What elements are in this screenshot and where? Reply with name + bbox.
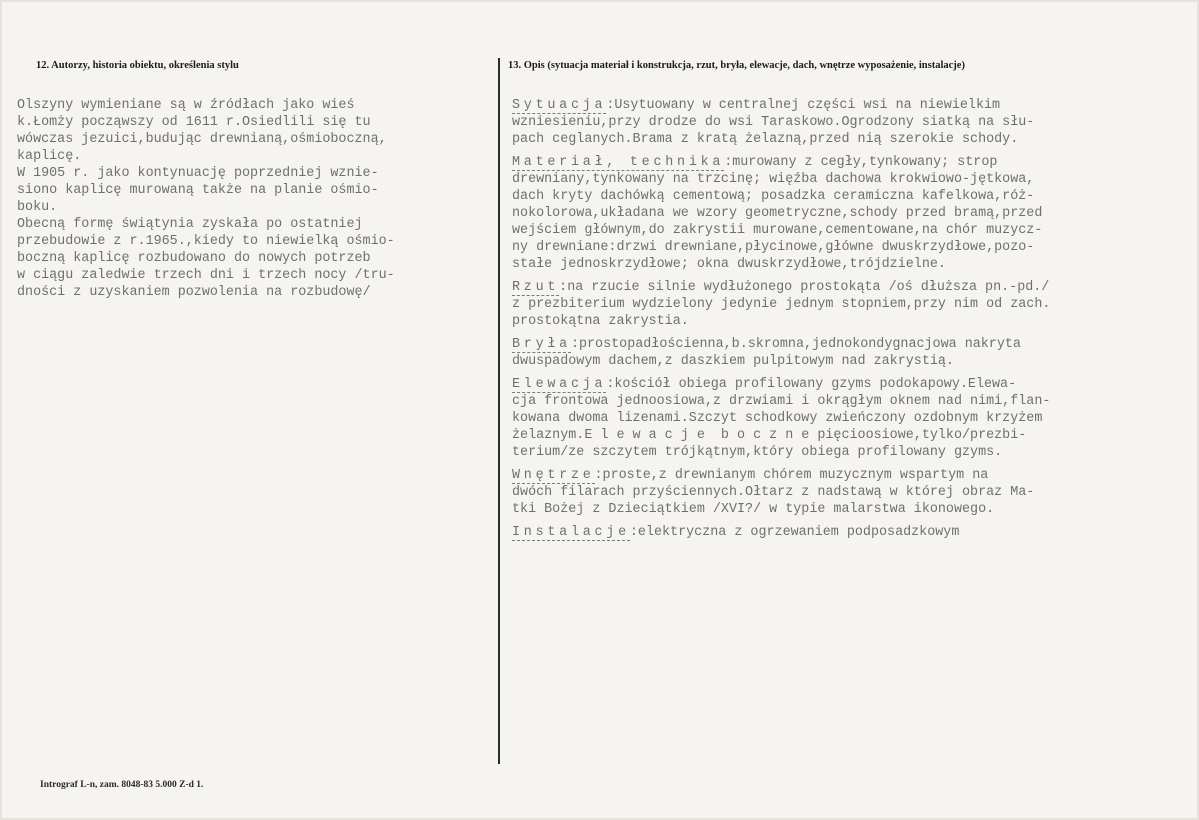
section-text: :prostopadłościenna,b.skromna,jednokondygnacjowa nakryta (570, 337, 1021, 352)
section-line: terium/ze szczytem trójkątnym,który obiega profilowany gzyms. (512, 445, 1003, 460)
section-text: :na rzucie silnie wydłużonego prostokąta /oś dłuższa pn.-pd./ (559, 280, 1050, 295)
header-left: 12. Autorzy, historia obiektu, określenia stylu (36, 60, 239, 71)
section-text: :elektryczna z ogrzewaniem podposadzkowym (629, 525, 960, 540)
section-line: cja frontowa jednoosiowa,z drzwiami i okrągłym oknem nad nimi,flan- (512, 394, 1051, 409)
section-line: prostokątna zakrystia. (512, 314, 689, 329)
section-line: wejściem głównym,do zakrystii murowane,cementowane,na chór muzycz- (512, 223, 1043, 238)
section-label: Instalacje (512, 525, 630, 540)
history-line: boku. (17, 200, 58, 215)
section-line: ny drewniane:drzwi drewniane,płycinowe,główne dwuskrzydłowe,pozo- (512, 240, 1035, 255)
history-line: kaplicę. (17, 149, 82, 164)
history-line: Olszyny wymieniane są w źródłach jako wieś (17, 98, 355, 113)
section-wnętrze (512, 467, 1050, 518)
section-line: kowana dwoma lizenami.Szczyt schodkowy zwieńczony ozdobnym krzyżem (512, 411, 1043, 426)
section-text: :kościół obiega profilowany gzyms podokapowy.Elewa- (606, 377, 1017, 392)
section-line: z prezbiterium wydzielony jedynie jednym stopniem,przy nim od zach. (512, 297, 1051, 312)
history-line: siono kaplicę murowaną także na planie ośmio- (17, 183, 379, 198)
section-text: :murowany z cegły,tynkowany; strop (724, 155, 998, 170)
section-line: żelaznym.E l e w a c j e b o c z n e pięcioosiowe,tylko/prezbi- (512, 428, 1027, 443)
section-line: stałe jednoskrzydłowe; okna dwuskrzydłowe,trójdzielne. (512, 257, 946, 272)
section-label: Bryła (512, 337, 571, 352)
section-label: Materiał, technika (512, 155, 725, 170)
section-line: wzniesieniu,przy drodze do wsi Taraskowo.Ogrodzony siatką na słu- (512, 115, 1035, 130)
section-rzut (512, 279, 1050, 330)
header-right: 13. Opis (sytuacja materiał i konstrukcja, rzut, bryła, elewacje, dach, wnętrze wyposażenie, instalacje) (508, 60, 965, 71)
section-line: drewniany,tynkowany na trzcinę; więźba dachowa krokwiowo-jętkowa, (512, 172, 1035, 187)
history-line: Obecną formę świątynia zyskała po ostatniej (17, 217, 363, 232)
history-text (17, 97, 395, 301)
section-sytuacja (512, 97, 1050, 148)
history-line: boczną kaplicę rozbudowano do nowych potrzeb (17, 251, 371, 266)
section-line: dwóch filarach przyściennych.Ołtarz z nadstawą w której obraz Ma- (512, 485, 1035, 500)
section-label: Wnętrze (512, 468, 595, 483)
section-text: :Usytuowany w centralnej części wsi na niewielkim (606, 98, 1001, 113)
section-label: Elewacja (512, 377, 607, 392)
history-line: dności z uzyskaniem pozwolenia na rozbudowę/ (17, 285, 371, 300)
description-text (512, 97, 1050, 547)
column-divider (498, 58, 500, 764)
section-line: dwuspadowym dachem,z daszkiem pulpitowym nad zakrystią. (512, 354, 954, 369)
print-footer: Intrograf L-n, zam. 8048-83 5.000 Z-d 1. (40, 780, 204, 790)
section-line: tki Bożej z Dzieciątkiem /XVI?/ w typie malarstwa ikonowego. (512, 502, 995, 517)
history-line: w ciągu zaledwie trzech dni i trzech nocy /tru- (17, 268, 395, 283)
section-bryła (512, 336, 1050, 370)
history-line: przebudowie z r.1965.,kiedy to niewielką ośmio- (17, 234, 395, 249)
history-line: k.Łomży począwszy od 1611 r.Osiedlili się tu (17, 115, 371, 130)
history-line: wówczas jezuici,budując drewnianą,ośmioboczną, (17, 132, 387, 147)
section-instalacje (512, 524, 1050, 541)
section-line: dach kryty dachówką cementową; posadzka ceramiczna kafelkowa,róż- (512, 189, 1035, 204)
section-label: Sytuacja (512, 98, 607, 113)
section-materiał-technika (512, 154, 1050, 273)
section-elewacja (512, 376, 1050, 461)
section-line: pach ceglanych.Brama z kratą żelazną,przed nią szerokie schody. (512, 132, 1019, 147)
section-line: nokolorowa,układana we wzory geometryczne,schody przed bramą,przed (512, 206, 1043, 221)
history-line: W 1905 r. jako kontynuację poprzedniej wznie- (17, 166, 379, 181)
section-text: :proste,z drewnianym chórem muzycznym wspartym na (594, 468, 989, 483)
section-label: Rzut (512, 280, 560, 295)
